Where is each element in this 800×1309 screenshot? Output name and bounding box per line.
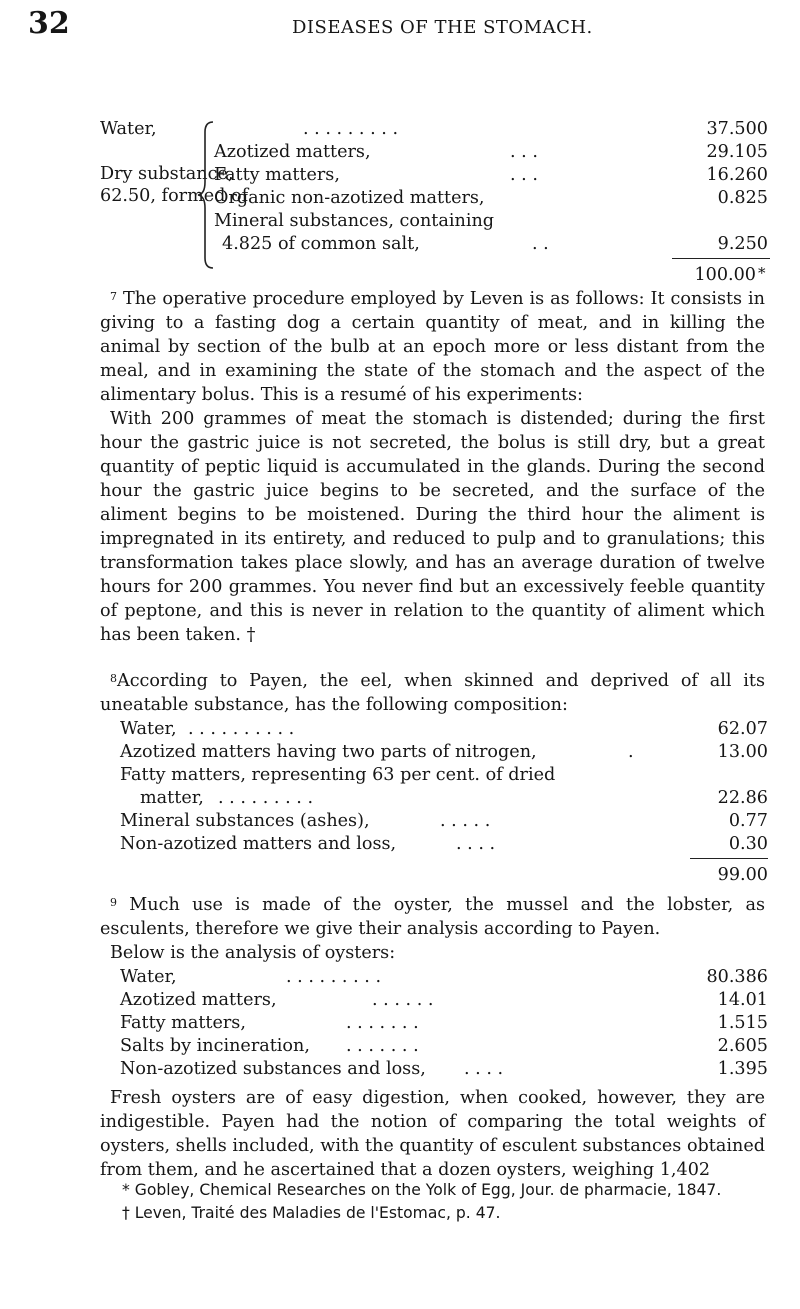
note8-row-label: Mineral substances (ashes), bbox=[120, 811, 370, 831]
note8-row-label: Fatty matters, representing 63 per cent. of dried bbox=[120, 765, 556, 785]
note9-row-value: 2.605 bbox=[717, 1036, 768, 1056]
note8-row-dots: . bbox=[628, 742, 634, 762]
table1-total: 100.00 bbox=[694, 265, 756, 285]
note9-row-label: Water, bbox=[120, 967, 177, 987]
note9-row-label: Fatty matters, bbox=[120, 1013, 246, 1033]
note8-row-label: matter, bbox=[140, 788, 204, 808]
table1-water-value: 37.500 bbox=[706, 119, 768, 139]
note-marker: 7 bbox=[110, 290, 117, 303]
note8-row-dots: . . . . . . . . . bbox=[218, 788, 314, 808]
note8-row-label: Non-azotized matters and loss, bbox=[120, 834, 397, 854]
note-marker: 8 bbox=[110, 672, 117, 685]
note9-row-value: 1.395 bbox=[717, 1059, 768, 1079]
note9-row-dots: . . . . . . bbox=[372, 990, 434, 1010]
note8-row-value: 0.77 bbox=[728, 811, 768, 831]
table1-row-label: Azotized matters, bbox=[214, 142, 371, 162]
note-marker: 9 bbox=[110, 896, 117, 909]
note-8-intro: According to Payen, the eel, when skinned and deprived of all its uneatable substance, has the following composition: bbox=[100, 671, 765, 715]
note-9 bbox=[100, 893, 765, 965]
note9-row-value: 14.01 bbox=[717, 990, 768, 1010]
table1-row-value: 29.105 bbox=[706, 142, 768, 162]
table1-row-value: 9.250 bbox=[717, 234, 768, 254]
note8-total: 99.00 bbox=[717, 865, 768, 885]
note-7 bbox=[100, 287, 765, 647]
table1-row-label: Organic non-azotized matters, bbox=[214, 188, 485, 208]
table1-row-dots: . . . bbox=[510, 165, 538, 185]
table1-row-dots: . . bbox=[532, 234, 549, 254]
note9-row-dots: . . . . . . . . . bbox=[286, 967, 382, 987]
table1-dry-label: Dry substance, 62.50, formed of bbox=[100, 164, 249, 206]
note8-row-label: Azotized matters having two parts of nitrogen, bbox=[120, 742, 537, 762]
note8-row-value: 22.86 bbox=[717, 788, 768, 808]
table1-row-label: 4.825 of common salt, bbox=[222, 234, 420, 254]
note-9-intro-1: Much use is made of the oyster, the mussel and the lobster, as esculents, therefore we give their analysis according to Payen. bbox=[100, 895, 765, 939]
note9-row-dots: . . . . bbox=[464, 1059, 504, 1079]
note9-row-value: 1.515 bbox=[717, 1013, 768, 1033]
note9-row-label: Salts by incineration, bbox=[120, 1036, 310, 1056]
note-7-paragraph-1: The operative procedure employed by Leven is as follows: It consists in giving to a fasting dog a certain quantity of meat, and in killing the animal by section of the bulb at an epoch more or less distant from the meal, and in examining the state of the stomach and the aspect of the alimentary bolus. This is a resumé of his experiments: bbox=[100, 289, 765, 405]
note9-row-dots: . . . . . . . bbox=[346, 1013, 419, 1033]
note-9-closing-text: Fresh oysters are of easy digestion, when cooked, however, they are indigestible. Payen had the notion of comparing the total weights of oysters, shells included, with the quantity of esculent substances obtained from them, and he ascertained that a dozen oysters, weighing 1,402 bbox=[100, 1088, 765, 1180]
table1-row-label: Mineral substances, containing bbox=[214, 211, 495, 231]
footnotes bbox=[100, 1179, 765, 1225]
footnote-leven: † Leven, Traité des Maladies de l'Estomac, p. 47. bbox=[122, 1204, 501, 1222]
note8-row-dots: . . . . . . . . . . bbox=[188, 719, 295, 739]
note8-total-rule bbox=[690, 858, 768, 859]
curly-brace-icon bbox=[197, 120, 215, 270]
note9-row-dots: . . . . . . . bbox=[346, 1036, 419, 1056]
note8-row-label: Water, bbox=[120, 719, 177, 739]
table1-water-dots: . . . . . . . . . bbox=[303, 119, 399, 139]
table1-row-label: Fatty matters, bbox=[214, 165, 340, 185]
note9-row-label: Non-azotized substances and loss, bbox=[120, 1059, 426, 1079]
table1-row-value: 0.825 bbox=[717, 188, 768, 208]
table1-total-rule bbox=[672, 258, 770, 259]
footnote-gobley: * Gobley, Chemical Researches on the Yolk of Egg, Jour. de pharmacie, 1847. bbox=[122, 1181, 722, 1199]
note-7-paragraph-2: With 200 grammes of meat the stomach is distended; during the first hour the gastric juice is not secreted, the bolus is still dry, but a great quantity of peptic liquid is accumulated in the glands. During the second hour the gastric juice begins to be secreted, and the surface of the aliment begins to be moistened. During the third hour the aliment is impregnated in its entirety, and reduced to pulp and to granulations; this transformation takes place slowly, and has an average duration of twelve hours for 200 grammes. You never find but an excessively feeble quantity of peptone, and this is never in relation to the quantity of aliment which has been taken. bbox=[100, 409, 765, 645]
note9-row-value: 80.386 bbox=[706, 967, 768, 987]
table1-total-mark: * bbox=[758, 264, 766, 282]
dagger-mark: † bbox=[246, 625, 256, 645]
note8-row-value: 13.00 bbox=[717, 742, 768, 762]
page-number: 32 bbox=[28, 6, 70, 41]
note9-row-label: Azotized matters, bbox=[120, 990, 277, 1010]
note8-row-value: 62.07 bbox=[717, 719, 768, 739]
table1-row-dots: . . . bbox=[510, 142, 538, 162]
table1-water-label: Water, bbox=[100, 119, 157, 139]
note8-row-dots: . . . . . bbox=[440, 811, 491, 831]
note-9-intro-2: Below is the analysis of oysters: bbox=[110, 943, 396, 963]
note8-row-value: 0.30 bbox=[728, 834, 768, 854]
running-title: DISEASES OF THE STOMACH. bbox=[292, 17, 593, 38]
table1-row-value: 16.260 bbox=[706, 165, 768, 185]
note-9-closing bbox=[100, 1086, 765, 1182]
note-8 bbox=[100, 669, 765, 717]
note8-row-dots: . . . . bbox=[456, 834, 496, 854]
